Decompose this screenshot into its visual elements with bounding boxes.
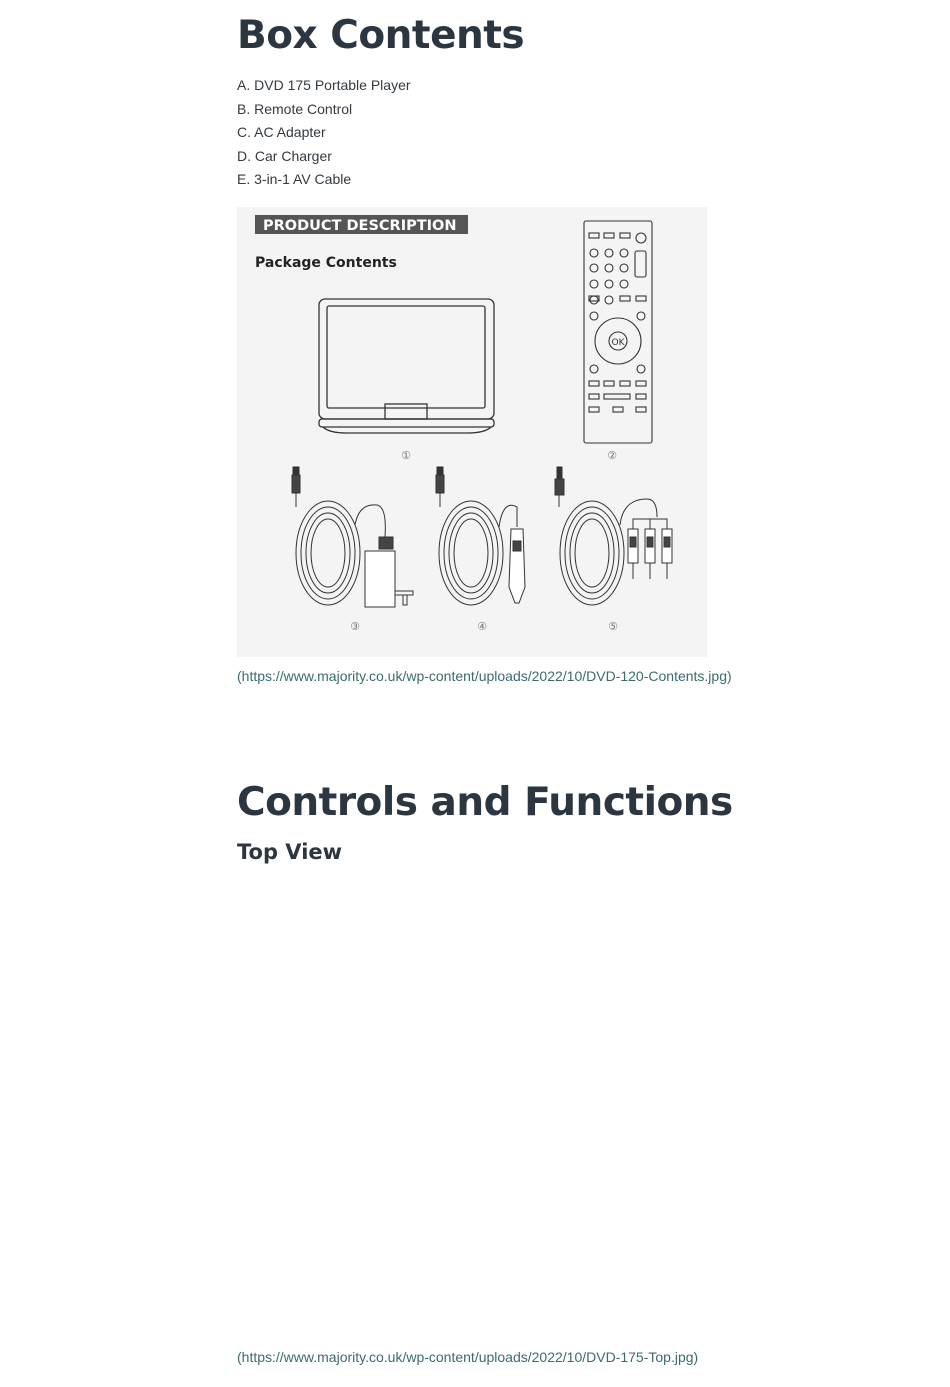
controls-heading: Controls and Functions [237,780,733,825]
list-item: D. Car Charger [237,147,332,164]
list-item: E. 3-in-1 AV Cable [237,171,352,188]
box-contents-list [237,74,411,192]
label-1: ① [401,449,411,462]
remote-ok-label: OK [611,338,625,348]
av-cable-drawing [555,467,672,605]
label-4: ④ [477,620,487,633]
list-item: A. DVD 175 Portable Player [237,77,411,93]
label-5: ⑤ [608,620,618,633]
package-contents-title: Package Contents [255,255,397,271]
top-view-image-link[interactable]: (https://www.majority.co.uk/wp-content/uploads/2022/10/DVD-175-Top.jpg) [237,1349,699,1365]
ac-adapter-drawing [292,467,413,607]
package-contents-image [237,207,707,657]
car-charger-drawing [436,467,525,605]
top-view-image [237,880,707,1340]
contents-image-link[interactable]: (https://www.majority.co.uk/wp-content/uploads/2022/10/DVD-120-Contents.jpg) [237,668,732,684]
list-item: B. Remote Control [237,100,353,117]
box-contents-heading: Box Contents [237,13,525,58]
label-3: ③ [350,620,360,633]
list-item: C. AC Adapter [237,124,326,141]
banner-text: PRODUCT DESCRIPTION [263,218,457,234]
top-view-heading: Top View [237,840,343,864]
remote-control-drawing [584,221,652,443]
label-2: ② [607,449,617,462]
package-contents-illustration [237,207,707,657]
dvd-player-drawing [319,299,494,433]
